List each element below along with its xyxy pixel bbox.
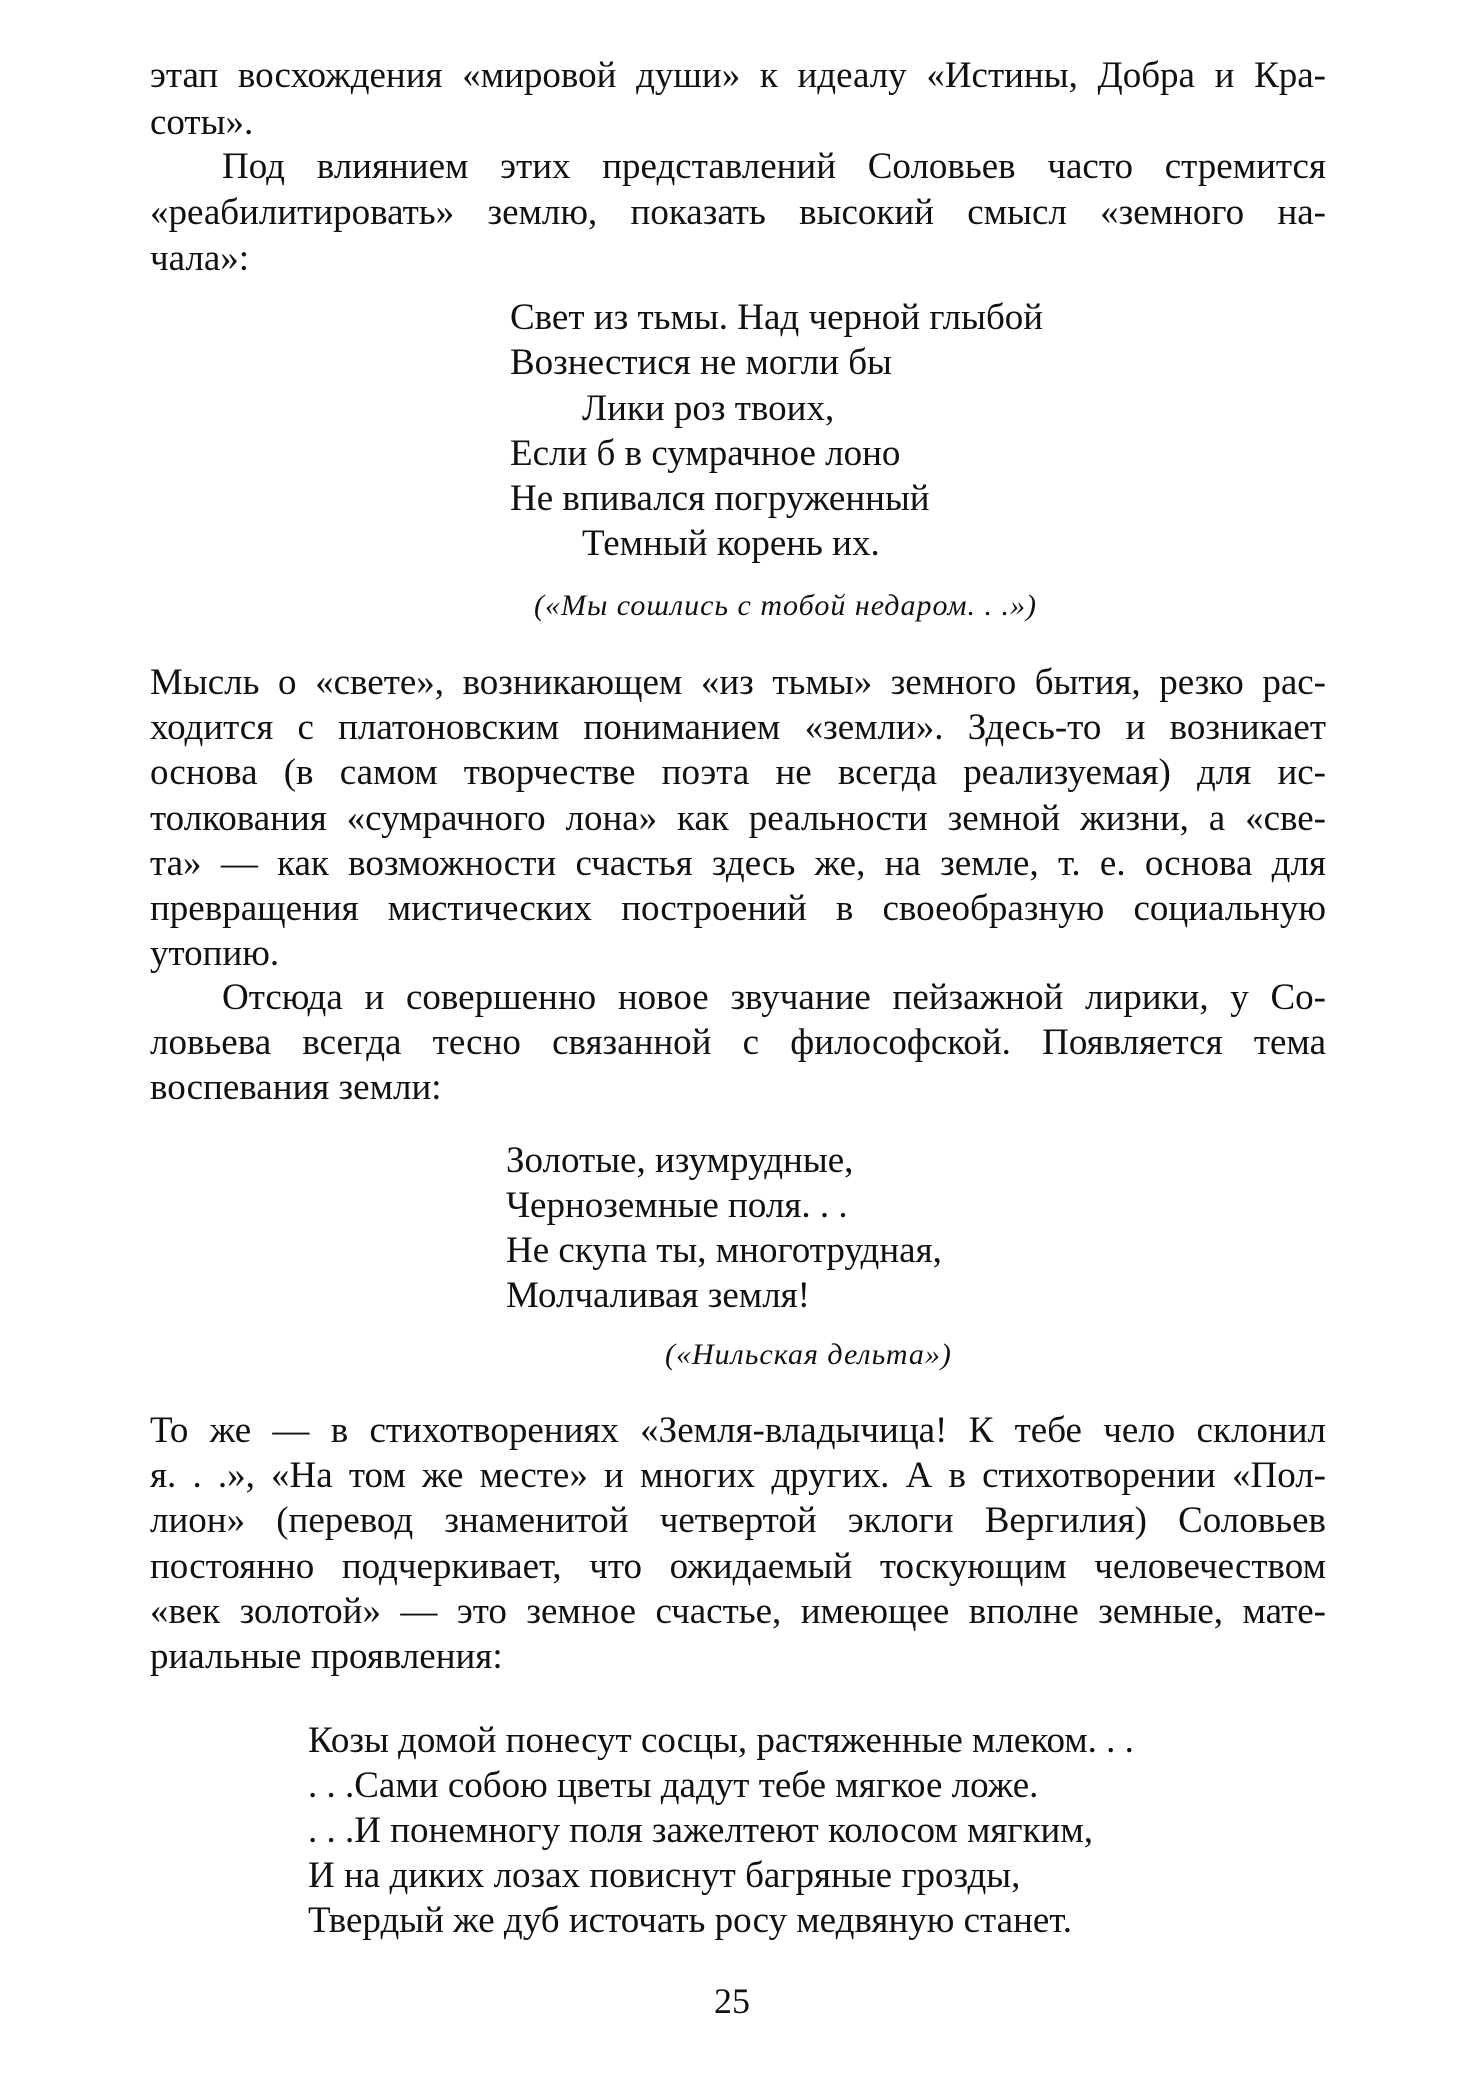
poem-line: . . .И понемногу поля зажелтеют колосом мягким, [308,1810,1094,1851]
poem-caption: («Нильская дельта») [665,1338,952,1371]
poem-line: Козы домой понесут сосцы, растяженные млеком. . . [308,1720,1134,1761]
text-line: «реабилитировать» землю, показать высокий смысл «земного на- [150,192,1326,233]
text-line: утопию. [150,933,280,974]
text-line: толкования «сумрачного лона» как реальности земной жизни, а «све- [150,798,1326,839]
poem-line: И на диких лозах повиснут багряные грозды, [308,1855,1021,1896]
poem-caption: («Мы сошлись с тобой недаром. . .») [534,589,1037,622]
poem-line: Не скупа ты, многотрудная, [506,1230,942,1271]
poem-line: Не впивался погруженный [510,478,930,519]
text-line: соты». [150,102,254,143]
text-line: ловьева всегда тесно связанной с философской. Появляется тема [150,1022,1326,1063]
poem-line: Если б в сумрачное лоно [510,433,901,474]
poem-line: . . .Сами собою цветы дадут тебе мягкое ложе. [308,1765,1039,1806]
page-number: 25 [714,1981,750,2021]
text-line: основа (в самом творчестве поэта не всегда реализуемая) для ис- [150,752,1326,793]
text-line: Отсюда и совершенно новое звучание пейзажной лирики, у Со- [222,977,1326,1018]
text-line: То же — в стихотворениях «Земля-владычица! К тебе чело склонил [150,1410,1326,1451]
text-line: постоянно подчеркивает, что ожидаемый тоскующим человечеством [150,1546,1326,1587]
text-line: та» — как возможности счастья здесь же, на земле, т. е. основа для [150,843,1326,884]
poem-line: Свет из тьмы. Над черной глыбой [510,297,1044,338]
poem-line: Вознестися не могли бы [510,342,892,383]
text-line: превращения мистических построений в своеобразную социальную [150,888,1326,929]
text-line: ходится с платоновским пониманием «земли». Здесь-то и возникает [150,707,1326,748]
text-line: Под влиянием этих представлений Соловьев часто стремится [222,146,1326,187]
poem-line: Твердый же дуб источать росу медвяную станет. [308,1900,1072,1941]
text-line: риальные проявления: [150,1636,503,1677]
text-line: лион» (перевод знаменитой четвертой эклоги Вергилия) Соловьев [150,1500,1326,1541]
poem-line: Темный корень их. [582,523,880,564]
text-line: Мысль о «свете», возникающем «из тьмы» земного бытия, резко рас- [150,662,1326,703]
text-line: чала»: [150,238,250,279]
text-line: «век золотой» — это земное счастье, имеющее вполне земные, мате- [150,1591,1326,1632]
text-line: я. . .», «На том же месте» и многих других. А в стихотворении «Пол- [150,1455,1326,1496]
text-line: этап восхождения «мировой души» к идеалу «Истины, Добра и Кра- [150,55,1326,96]
poem-line: Лики роз твоих, [582,388,835,429]
poem-line: Золотые, изумрудные, [506,1140,854,1181]
text-line: воспевания земли: [150,1067,442,1108]
poem-line: Черноземные поля. . . [506,1185,848,1226]
poem-line: Молчаливая земля! [506,1275,811,1316]
